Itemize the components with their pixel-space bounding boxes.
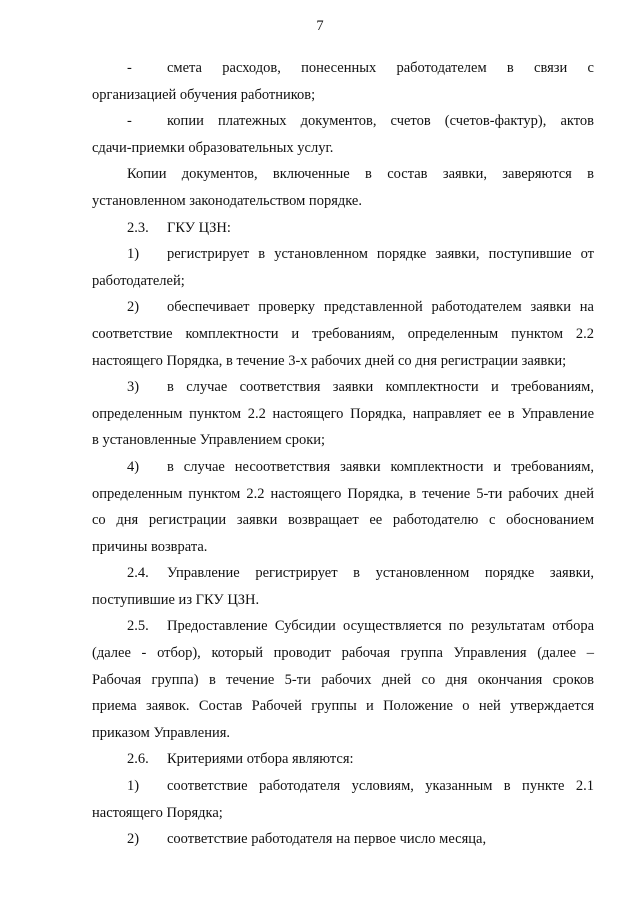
list-marker: 1) bbox=[127, 778, 140, 795]
text-line: определенным пунктом 2.2 настоящего Порядка, в течение 5-ти рабочих дней bbox=[92, 485, 594, 502]
list-marker: 2) bbox=[127, 299, 140, 316]
text-line: определенным пунктом 2.2 настоящего Порядка, направляет ее в Управление bbox=[92, 405, 594, 422]
text-line: сдачи-приемки образовательных услуг. bbox=[92, 139, 334, 156]
text-line: приказом Управления. bbox=[92, 724, 231, 741]
text-line: в случае несоответствия заявки комплектности и требованиям, bbox=[167, 458, 594, 475]
text-line: приема заявок. Состав Рабочей группы и Положение о ней утверждается bbox=[92, 698, 594, 715]
text-line: Управление регистрирует в установленном порядке заявки, bbox=[167, 565, 594, 582]
text-line: Критериями отбора являются: bbox=[167, 751, 354, 768]
text-line: обеспечивает проверку представленной работодателем заявки на bbox=[167, 299, 594, 316]
paragraph bbox=[92, 161, 594, 214]
list-marker: 2) bbox=[127, 831, 140, 848]
list-marker: 4) bbox=[127, 458, 140, 475]
paragraph bbox=[92, 215, 594, 242]
list-marker: 2.4. bbox=[127, 565, 149, 582]
paragraph bbox=[92, 826, 594, 853]
paragraph bbox=[92, 560, 594, 613]
text-line: Копии документов, включенные в состав заявки, заверяются в bbox=[127, 166, 594, 183]
text-line: Рабочая группа) в течение 5-ти рабочих дней со дня окончания сроков bbox=[92, 671, 594, 688]
page-number: 7 bbox=[316, 18, 324, 34]
paragraph bbox=[92, 773, 594, 826]
paragraph bbox=[92, 294, 594, 374]
paragraph bbox=[92, 613, 594, 746]
text-line: ГКУ ЦЗН: bbox=[167, 219, 231, 236]
paragraph bbox=[92, 746, 594, 773]
list-marker: - bbox=[127, 113, 132, 130]
paragraph bbox=[92, 454, 594, 560]
list-marker: 1) bbox=[127, 246, 140, 263]
list-marker: 2.3. bbox=[127, 219, 149, 236]
text-line: соответствие работодателя условиям, указанным в пункте 2.1 bbox=[167, 778, 594, 795]
list-marker: 3) bbox=[127, 379, 140, 396]
text-line: настоящего Порядка; bbox=[92, 804, 223, 821]
text-line: со дня регистрации заявки возвращает ее работодателю с обоснованием bbox=[92, 512, 594, 529]
paragraph bbox=[92, 108, 594, 161]
text-line: установленном законодательством порядке. bbox=[92, 192, 362, 209]
text-line: организацией обучения работников; bbox=[92, 86, 316, 103]
text-line: соответствие комплектности и требованиям, определенным пунктом 2.2 bbox=[92, 325, 594, 342]
paragraph bbox=[92, 55, 594, 108]
text-line: копии платежных документов, счетов (счетов-фактур), актов bbox=[167, 113, 594, 130]
document-body bbox=[92, 55, 594, 853]
text-line: настоящего Порядка, в течение 3-х рабочих дней со дня регистрации заявки; bbox=[92, 352, 567, 369]
paragraph bbox=[92, 374, 594, 454]
text-line: поступившие из ГКУ ЦЗН. bbox=[92, 591, 260, 608]
text-line: в случае соответствия заявки комплектности и требованиям, bbox=[167, 379, 594, 396]
text-line: в установленные Управлением сроки; bbox=[92, 432, 326, 449]
text-line: Предоставление Субсидии осуществляется по результатам отбора bbox=[167, 618, 594, 635]
text-line: (далее - отбор), который проводит рабочая группа Управления (далее – bbox=[92, 645, 594, 662]
text-line: регистрирует в установленном порядке заявки, поступившие от bbox=[167, 246, 594, 263]
list-marker: 2.6. bbox=[127, 751, 149, 768]
text-line: работодателей; bbox=[92, 272, 185, 289]
text-line: соответствие работодателя на первое число месяца, bbox=[167, 831, 487, 848]
text-line: смета расходов, понесенных работодателем в связи с bbox=[167, 60, 594, 76]
paragraph bbox=[92, 241, 594, 294]
list-marker: - bbox=[127, 60, 132, 76]
list-marker: 2.5. bbox=[127, 618, 149, 635]
text-line: причины возврата. bbox=[92, 538, 208, 555]
